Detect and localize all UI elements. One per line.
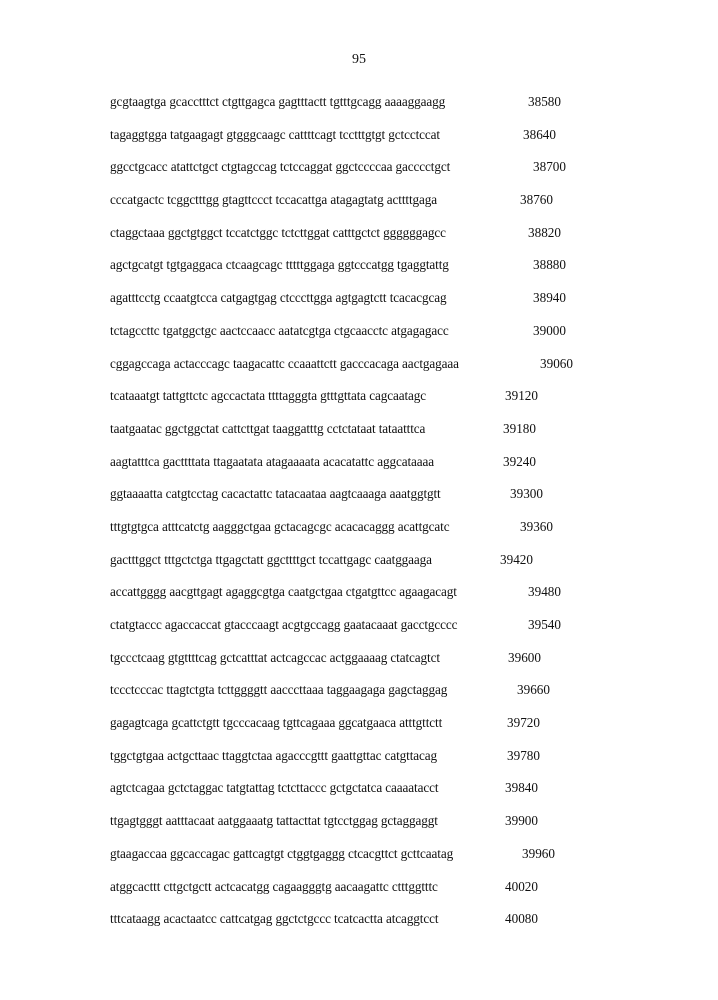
sequence-position-number: 39060 (540, 355, 573, 371)
sequence-line (110, 911, 590, 944)
sequence-line (110, 388, 590, 421)
sequence-text: gtaagaccaa ggcaccagac gattcagtgt ctggtgaggg ctcacgttct gcttcaatag (110, 845, 454, 861)
sequence-position-number: 39720 (507, 715, 540, 731)
sequence-position-number: 39660 (517, 682, 550, 698)
sequence-line (110, 127, 590, 160)
sequence-text: ggtaaaatta catgtcctag cacactattc tatacaataa aagtcaaaga aaatggtgtt (110, 486, 441, 502)
sequence-position-number: 38820 (528, 224, 561, 240)
sequence-position-number: 38760 (520, 192, 553, 208)
sequence-position-number: 38580 (528, 94, 561, 109)
sequence-line (110, 813, 590, 846)
sequence-position-number: 39780 (507, 747, 540, 763)
sequence-position-number: 39120 (505, 388, 538, 404)
sequence-text: cggagccaga actacccagc taagacattc ccaaattctt gacccacaga aactgagaaa (110, 355, 459, 371)
sequence-line (110, 225, 590, 258)
sequence-text: tttgtgtgca atttcatctg aagggctgaa gctacagcgc acacacaggg acattgcatc (110, 518, 450, 534)
sequence-text: agtctcagaa gctctaggac tatgtattag tctcttaccc gctgctatca caaaatacct (110, 780, 439, 796)
sequence-line (110, 290, 590, 323)
sequence-text: tagaggtgga tatgaagagt gtgggcaagc cattttcagt tcctttgtgt gctcctccat (110, 126, 440, 142)
sequence-position-number: 39960 (522, 845, 555, 861)
sequence-line (110, 780, 590, 813)
sequence-text: tgccctcaag gtgttttcag gctcatttat actcagccac actggaaaag ctatcagtct (110, 649, 440, 665)
sequence-position-number: 39240 (503, 453, 536, 469)
sequence-position-number: 38700 (533, 159, 566, 175)
sequence-position-number: 39480 (528, 584, 561, 600)
sequence-position-number: 39180 (503, 420, 536, 436)
sequence-text: ctaggctaaa ggctgtggct tccatctggc tctcttggat catttgctct ggggggagcc (110, 224, 446, 240)
sequence-text: accattgggg aacgttgagt agaggcgtga caatgctgaa ctgatgttcc agaagacagt (110, 584, 457, 600)
sequence-line (110, 748, 590, 781)
sequence-line (110, 552, 590, 585)
sequence-line (110, 94, 590, 127)
sequence-position-number: 39360 (520, 518, 553, 534)
sequence-line (110, 323, 590, 356)
sequence-line (110, 486, 590, 519)
sequence-position-number: 40020 (505, 878, 538, 894)
sequence-text: gcgtaagtga gcacctttct ctgttgagca gagtttactt tgtttgcagg aaaaggaagg (110, 94, 446, 109)
sequence-line (110, 257, 590, 290)
sequence-line (110, 192, 590, 225)
sequence-line (110, 617, 590, 650)
sequence-line (110, 584, 590, 617)
sequence-listing (110, 94, 590, 944)
sequence-line (110, 356, 590, 389)
sequence-position-number: 39540 (528, 617, 561, 632)
sequence-position-number: 39420 (500, 551, 533, 567)
sequence-position-number: 39840 (505, 780, 538, 796)
sequence-line (110, 421, 590, 454)
sequence-text: tggctgtgaa actgcttaac ttaggtctaa agacccgttt gaattgttac catgttacag (110, 747, 438, 763)
sequence-text: agctgcatgt tgtgaggaca ctcaagcagc tttttggaga ggtcccatgg tgaggtattg (110, 257, 449, 273)
sequence-text: agatttcctg ccaatgtcca catgagtgag ctcccttgga agtgagtctt tcacacgcag (110, 290, 447, 306)
sequence-text: atggcacttt cttgctgctt actcacatgg cagaagggtg aacaagattc ctttggtttc (110, 878, 438, 894)
sequence-text: gactttggct tttgctctga ttgagctatt ggcttttgct tccattgagc caatggaaga (110, 551, 432, 567)
sequence-position-number: 38940 (533, 290, 566, 306)
sequence-text: gagagtcaga gcattctgtt tgcccacaag tgttcagaaa ggcatgaaca atttgttctt (110, 715, 443, 731)
sequence-line (110, 715, 590, 748)
sequence-line (110, 650, 590, 683)
sequence-line (110, 159, 590, 192)
sequence-position-number: 38640 (523, 126, 556, 142)
sequence-text: tttcataagg acactaatcc cattcatgag ggctctgccc tcatcactta atcaggtcct (110, 911, 439, 927)
sequence-line (110, 519, 590, 552)
sequence-position-number: 39000 (533, 322, 566, 338)
sequence-text: tccctcccac ttagtctgta tcttggggtt aacccttaaa taggaagaga gagctaggag (110, 682, 448, 698)
sequence-position-number: 40080 (505, 911, 538, 927)
sequence-text: tcataaatgt tattgttctc agccactata ttttagggta gtttgttata cagcaatagc (110, 388, 427, 404)
sequence-line (110, 846, 590, 879)
sequence-text: ggcctgcacc atattctgct ctgtagccag tctccaggat ggctccccaa gacccctgct (110, 159, 451, 175)
sequence-position-number: 39300 (510, 486, 543, 502)
sequence-position-number: 39600 (508, 649, 541, 665)
sequence-position-number: 38880 (533, 257, 566, 273)
sequence-line (110, 879, 590, 912)
sequence-line (110, 454, 590, 487)
sequence-text: taatgaatac ggctggctat cattcttgat taaggatttg cctctataat tataatttca (110, 420, 426, 436)
sequence-text: ttgagtgggt aatttacaat aatggaaatg tattacttat tgtcctggag gctaggaggt (110, 813, 438, 829)
sequence-text: tctagccttc tgatggctgc aactccaacc aatatcgtga ctgcaacctc atgagagacc (110, 322, 449, 338)
sequence-text: aagtatttca gacttttata ttagaatata atagaaaata acacatattc aggcataaaa (110, 453, 435, 469)
sequence-position-number: 39900 (505, 813, 538, 829)
page-number: 95 (352, 52, 366, 67)
sequence-text: ctatgtaccc agaccaccat gtacccaagt acgtgccagg gaatacaaat gacctgcccc (110, 617, 458, 632)
sequence-text: cccatgactc tcggctttgg gtagttccct tccacattga atagagtatg acttttgaga (110, 192, 438, 208)
sequence-line (110, 682, 590, 715)
